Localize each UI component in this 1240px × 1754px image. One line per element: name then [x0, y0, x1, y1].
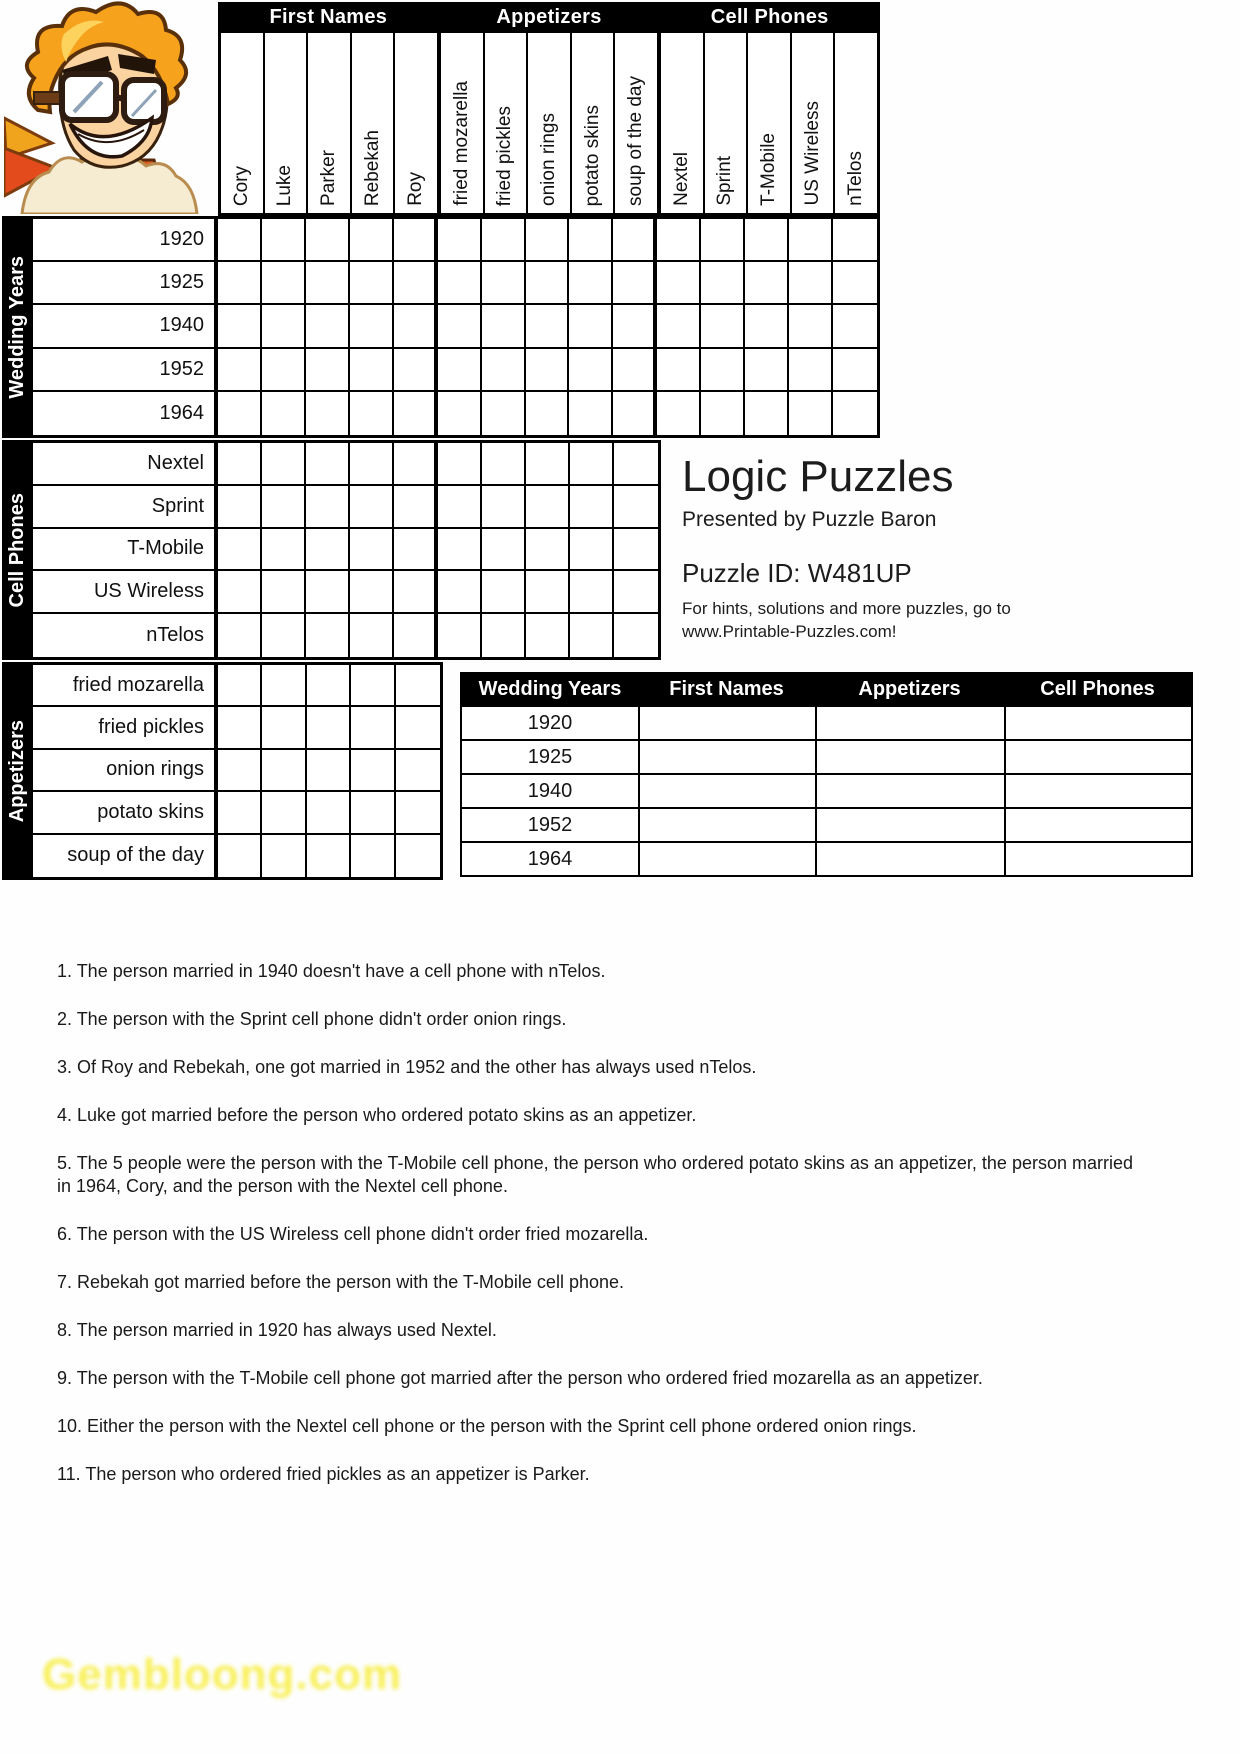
grid-cell[interactable] — [306, 614, 350, 657]
grid-cell[interactable] — [307, 665, 351, 707]
row-label: fried mozarella — [33, 665, 218, 707]
column-header-label: potato skins — [581, 104, 603, 206]
answer-cell[interactable] — [638, 773, 815, 807]
mascot-illustration — [4, 0, 216, 214]
grid-cell[interactable] — [262, 835, 306, 877]
grid-cell[interactable] — [438, 349, 482, 392]
grid-cell[interactable] — [745, 349, 789, 392]
grid-cell[interactable] — [396, 707, 440, 749]
grid-cell[interactable] — [701, 392, 745, 435]
grid-cell[interactable] — [526, 392, 570, 435]
column-header-cell — [792, 33, 836, 213]
clue-4: 4. Luke got married before the person who ordered potato skins as an appetizer. — [57, 1105, 697, 1125]
grid-cell[interactable] — [218, 443, 262, 486]
grid-cell[interactable] — [218, 665, 262, 707]
grid-cell[interactable] — [526, 443, 570, 486]
grid-cell[interactable] — [218, 571, 262, 614]
grid-cell[interactable] — [701, 219, 745, 262]
row-label: onion rings — [33, 750, 218, 792]
grid-cell[interactable] — [482, 305, 526, 348]
grid-cell[interactable] — [262, 349, 306, 392]
answer-cell[interactable] — [638, 705, 815, 739]
puzzle-id: Puzzle ID: W481UP — [682, 558, 912, 588]
clue-11: 11. The person who ordered fried pickles as an appetizer is Parker. — [57, 1464, 590, 1484]
grid-cell[interactable] — [701, 349, 745, 392]
answer-cell[interactable] — [815, 807, 1004, 841]
grid-cell[interactable] — [307, 750, 351, 792]
answer-table-header — [462, 674, 1191, 705]
grid-cell[interactable] — [306, 529, 350, 572]
grid-section-appetizers — [30, 662, 443, 880]
answer-year-label: 1925 — [462, 739, 638, 773]
grid-cell[interactable] — [262, 792, 306, 834]
answer-cell[interactable] — [1004, 773, 1191, 807]
grid-cell[interactable] — [570, 614, 614, 657]
grid-cell[interactable] — [789, 262, 833, 305]
grid-cell[interactable] — [789, 349, 833, 392]
grid-cell[interactable] — [613, 219, 657, 262]
hint-line-1: For hints, solutions and more puzzles, go to — [682, 599, 1011, 618]
answer-table-body — [462, 705, 1191, 875]
grid-cell[interactable] — [396, 835, 440, 877]
grid-cell[interactable] — [570, 571, 614, 614]
grid-cell[interactable] — [614, 529, 658, 572]
grid-cell[interactable] — [218, 349, 262, 392]
grid-cell[interactable] — [262, 262, 306, 305]
grid-cell[interactable] — [657, 392, 701, 435]
presenter-line: Presented by Puzzle Baron — [682, 508, 937, 531]
grid-cell[interactable] — [745, 392, 789, 435]
column-header-label: Nextel — [670, 152, 692, 206]
grid-cell[interactable] — [396, 792, 440, 834]
clue-list — [57, 960, 1147, 1511]
grid-cell[interactable] — [482, 571, 526, 614]
grid-cell[interactable] — [306, 219, 350, 262]
row-label: 1920 — [33, 219, 218, 262]
clue-6: 6. The person with the US Wireless cell phone didn't order fried mozarella. — [57, 1224, 649, 1244]
watermark: Gembloong.com — [42, 1650, 403, 1699]
answer-cell[interactable] — [815, 773, 1004, 807]
grid-cell[interactable] — [218, 219, 262, 262]
grid-cell[interactable] — [218, 835, 262, 877]
grid-cell[interactable] — [526, 305, 570, 348]
grid-cell[interactable] — [569, 349, 613, 392]
row-label: 1952 — [33, 349, 218, 392]
clue-5: 5. The 5 people were the person with the T-Mobile cell phone, the person who ordered potato skins as an appetizer, the person married in 1964, Cory, and the person with the Nextel cell phone. — [57, 1153, 1133, 1196]
column-header-cell — [705, 33, 749, 213]
title-block — [682, 452, 1182, 643]
answer-cell[interactable] — [638, 807, 815, 841]
grid-cell[interactable] — [218, 262, 262, 305]
answer-table — [460, 672, 1193, 877]
grid-cell[interactable] — [569, 305, 613, 348]
grid-cell[interactable] — [614, 571, 658, 614]
grid-cell[interactable] — [833, 305, 877, 348]
grid-cell[interactable] — [789, 392, 833, 435]
grid-cell[interactable] — [394, 305, 438, 348]
grid-cell[interactable] — [482, 529, 526, 572]
grid-cell[interactable] — [306, 392, 350, 435]
grid-column-headers — [218, 33, 880, 216]
grid-cell[interactable] — [306, 571, 350, 614]
grid-cell[interactable] — [262, 529, 306, 572]
grid-section-wedding-years — [30, 216, 880, 438]
row-group-strip-wedding-years — [2, 216, 33, 438]
grid-cell[interactable] — [218, 792, 262, 834]
answer-cell[interactable] — [815, 841, 1004, 875]
answer-year-label: 1964 — [462, 841, 638, 875]
clue-8: 8. The person married in 1920 has always used Nextel. — [57, 1320, 497, 1340]
grid-cell[interactable] — [218, 707, 262, 749]
grid-cell[interactable] — [701, 262, 745, 305]
row-label: Sprint — [33, 486, 218, 529]
row-label: US Wireless — [33, 571, 218, 614]
answer-header-0: Wedding Years — [478, 678, 622, 700]
answer-year-label: 1952 — [462, 807, 638, 841]
grid-section-cell-phones — [30, 440, 661, 660]
row-label: 1964 — [33, 392, 218, 435]
grid-cell[interactable] — [526, 571, 570, 614]
grid-cell[interactable] — [482, 486, 526, 529]
answer-year-label: 1920 — [462, 705, 638, 739]
grid-cell[interactable] — [350, 349, 394, 392]
answer-header-1: First Names — [669, 678, 784, 700]
grid-cell[interactable] — [526, 219, 570, 262]
grid-cell[interactable] — [526, 614, 570, 657]
goggle-bridge — [116, 97, 124, 99]
grid-cell[interactable] — [613, 392, 657, 435]
column-header-label: T-Mobile — [757, 133, 779, 206]
grid-cell[interactable] — [262, 614, 306, 657]
grid-cell[interactable] — [396, 750, 440, 792]
grid-cell[interactable] — [701, 305, 745, 348]
grid-cell[interactable] — [482, 614, 526, 657]
grid-cell[interactable] — [438, 571, 482, 614]
grid-cell[interactable] — [350, 219, 394, 262]
grid-cell[interactable] — [351, 750, 395, 792]
grid-cell[interactable] — [657, 219, 701, 262]
grid-cell[interactable] — [570, 486, 614, 529]
column-header-label: Sprint — [714, 156, 736, 206]
clue-2: 2. The person with the Sprint cell phone didn't order onion rings. — [57, 1009, 567, 1029]
clue-1: 1. The person married in 1940 doesn't have a cell phone with nTelos. — [57, 961, 606, 981]
column-group-label-0: First Names — [269, 6, 388, 28]
column-header-cell — [748, 33, 792, 213]
grid-cell[interactable] — [526, 486, 570, 529]
grid-cell[interactable] — [351, 707, 395, 749]
answer-cell[interactable] — [815, 705, 1004, 739]
row-label: fried pickles — [33, 707, 218, 749]
answer-header-2: Appetizers — [858, 678, 961, 700]
grid-cell[interactable] — [570, 443, 614, 486]
column-header-label: fried mozarella — [450, 81, 472, 206]
grid-cell[interactable] — [350, 305, 394, 348]
grid-cell[interactable] — [789, 305, 833, 348]
grid-cell[interactable] — [438, 443, 482, 486]
grid-cell[interactable] — [350, 614, 394, 657]
grid-cell[interactable] — [350, 571, 394, 614]
grid-cell[interactable] — [350, 486, 394, 529]
row-label: T-Mobile — [33, 529, 218, 572]
grid-cell[interactable] — [657, 349, 701, 392]
page-title: Logic Puzzles — [682, 452, 954, 501]
answer-cell[interactable] — [1004, 739, 1191, 773]
grid-cell[interactable] — [306, 349, 350, 392]
answer-cell[interactable] — [638, 841, 815, 875]
answer-cell[interactable] — [815, 739, 1004, 773]
grid-cell[interactable] — [833, 219, 877, 262]
grid-header-bar — [218, 2, 880, 33]
grid-cell[interactable] — [262, 305, 306, 348]
grid-cell[interactable] — [394, 219, 438, 262]
column-header-cell — [441, 33, 485, 213]
grid-cell[interactable] — [306, 305, 350, 348]
hint-line-2: www.Printable-Puzzles.com! — [682, 622, 897, 641]
grid-cell[interactable] — [438, 305, 482, 348]
grid-cell[interactable] — [394, 262, 438, 305]
grid-cell[interactable] — [438, 529, 482, 572]
grid-cell[interactable] — [613, 262, 657, 305]
grid-cell[interactable] — [218, 750, 262, 792]
grid-cell[interactable] — [745, 219, 789, 262]
grid-cell[interactable] — [218, 486, 262, 529]
clue-3: 3. Of Roy and Rebekah, one got married in 1952 and the other has always used nTelos. — [57, 1057, 757, 1077]
grid-cell[interactable] — [307, 707, 351, 749]
grid-cell[interactable] — [394, 349, 438, 392]
grid-cell[interactable] — [482, 349, 526, 392]
answer-year-label: 1940 — [462, 773, 638, 807]
row-group-label: Appetizers — [6, 719, 28, 823]
column-header-label: US Wireless — [801, 101, 823, 206]
clue-9: 9. The person with the T-Mobile cell phone got married after the person who ordered fried mozarella as an appetizer. — [57, 1368, 983, 1388]
grid-cell[interactable] — [394, 571, 438, 614]
grid-cell[interactable] — [307, 792, 351, 834]
grid-cell[interactable] — [482, 392, 526, 435]
answer-cell[interactable] — [638, 739, 815, 773]
row-group-strip-appetizers — [2, 662, 33, 880]
grid-cell[interactable] — [745, 305, 789, 348]
grid-cell[interactable] — [614, 486, 658, 529]
grid-cell[interactable] — [613, 305, 657, 348]
column-header-cell — [352, 33, 396, 213]
grid-cell[interactable] — [262, 665, 306, 707]
grid-cell[interactable] — [262, 707, 306, 749]
grid-cell[interactable] — [526, 529, 570, 572]
grid-cell[interactable] — [350, 443, 394, 486]
grid-cell[interactable] — [394, 529, 438, 572]
grid-cell[interactable] — [218, 614, 262, 657]
grid-cell[interactable] — [218, 392, 262, 435]
grid-cell[interactable] — [350, 529, 394, 572]
grid-cell[interactable] — [218, 305, 262, 348]
row-label: 1925 — [33, 262, 218, 305]
grid-cell[interactable] — [218, 529, 262, 572]
grid-cell[interactable] — [789, 219, 833, 262]
grid-cell[interactable] — [438, 486, 482, 529]
grid-cell[interactable] — [526, 349, 570, 392]
grid-cell[interactable] — [351, 792, 395, 834]
grid-cell[interactable] — [350, 262, 394, 305]
row-label: nTelos — [33, 614, 218, 657]
column-header-cell — [395, 33, 441, 213]
column-header-label: nTelos — [845, 151, 867, 206]
grid-cell[interactable] — [262, 486, 306, 529]
column-header-label: Rebekah — [361, 129, 383, 206]
column-header-label: Luke — [274, 164, 296, 206]
grid-cell[interactable] — [350, 392, 394, 435]
column-header-label: Roy — [405, 172, 427, 206]
row-group-strip-cell-phones — [2, 440, 33, 660]
grid-cell[interactable] — [306, 443, 350, 486]
grid-cell[interactable] — [614, 443, 658, 486]
column-header-cell — [485, 33, 529, 213]
grid-cell[interactable] — [657, 305, 701, 348]
grid-cell[interactable] — [833, 349, 877, 392]
grid-cell[interactable] — [394, 614, 438, 657]
grid-cell[interactable] — [482, 443, 526, 486]
grid-cell[interactable] — [438, 392, 482, 435]
answer-cell[interactable] — [1004, 841, 1191, 875]
grid-cell[interactable] — [745, 262, 789, 305]
column-header-label: Parker — [317, 150, 339, 206]
grid-cell[interactable] — [306, 486, 350, 529]
clue-7: 7. Rebekah got married before the person with the T-Mobile cell phone. — [57, 1272, 624, 1292]
row-label: 1940 — [33, 305, 218, 348]
row-group-label: Wedding Years — [6, 255, 28, 399]
grid-cell[interactable] — [569, 262, 613, 305]
answer-cell[interactable] — [1004, 705, 1191, 739]
grid-cell[interactable] — [262, 443, 306, 486]
column-header-cell — [221, 33, 265, 213]
grid-cell[interactable] — [394, 486, 438, 529]
column-header-label: onion rings — [537, 113, 559, 206]
hint-text — [682, 597, 1182, 643]
grid-cell[interactable] — [569, 392, 613, 435]
grid-cell[interactable] — [657, 262, 701, 305]
grid-cell[interactable] — [482, 219, 526, 262]
grid-cell[interactable] — [394, 443, 438, 486]
grid-cell[interactable] — [306, 262, 350, 305]
column-header-label: fried pickles — [494, 105, 516, 206]
grid-cell[interactable] — [569, 219, 613, 262]
grid-cell[interactable] — [262, 392, 306, 435]
grid-cell[interactable] — [570, 529, 614, 572]
grid-cell[interactable] — [482, 262, 526, 305]
grid-cell[interactable] — [396, 665, 440, 707]
column-header-label: soup of the day — [625, 76, 647, 206]
column-header-cell — [661, 33, 705, 213]
column-group-label-1: Appetizers — [496, 6, 602, 28]
column-header-cell — [572, 33, 616, 213]
grid-cell[interactable] — [351, 835, 395, 877]
column-header-cell — [528, 33, 572, 213]
column-header-cell — [835, 33, 877, 213]
row-group-label: Cell Phones — [6, 492, 28, 608]
row-label: soup of the day — [33, 835, 218, 877]
answer-header-3: Cell Phones — [1040, 678, 1155, 700]
answer-cell[interactable] — [1004, 807, 1191, 841]
grid-cell[interactable] — [394, 392, 438, 435]
column-header-cell — [615, 33, 661, 213]
clue-10: 10. Either the person with the Nextel cell phone or the person with the Sprint cell phone ordered onion rings. — [57, 1416, 917, 1436]
row-label: potato skins — [33, 792, 218, 834]
column-group-label-2: Cell Phones — [710, 6, 829, 28]
grid-cell[interactable] — [438, 614, 482, 657]
grid-cell[interactable] — [833, 392, 877, 435]
grid-cell[interactable] — [262, 571, 306, 614]
grid-cell[interactable] — [614, 614, 658, 657]
grid-cell[interactable] — [613, 349, 657, 392]
grid-cell[interactable] — [262, 750, 306, 792]
column-header-cell — [265, 33, 309, 213]
column-header-label: Cory — [230, 165, 252, 206]
grid-cell[interactable] — [307, 835, 351, 877]
grid-cell[interactable] — [351, 665, 395, 707]
grid-cell[interactable] — [438, 219, 482, 262]
grid-cell[interactable] — [526, 262, 570, 305]
grid-cell[interactable] — [833, 262, 877, 305]
grid-cell[interactable] — [438, 262, 482, 305]
row-label: Nextel — [33, 443, 218, 486]
column-header-cell — [308, 33, 352, 213]
grid-cell[interactable] — [262, 219, 306, 262]
